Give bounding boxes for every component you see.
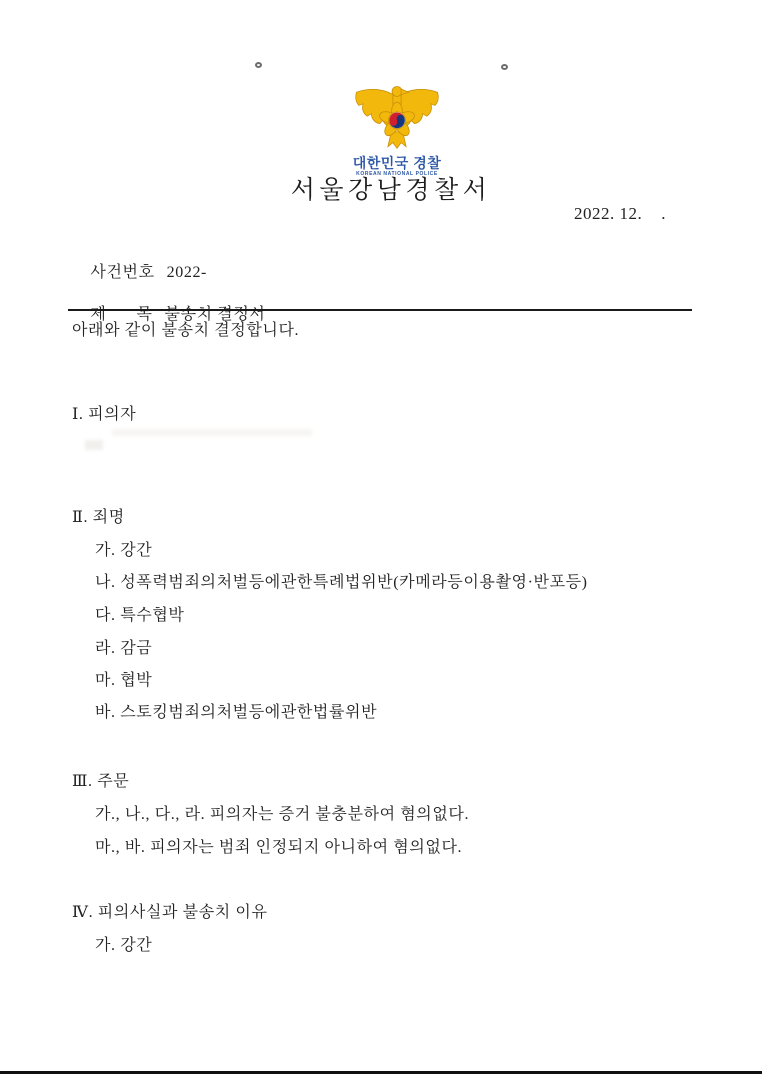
document-date: 2022. 12. . <box>574 204 666 223</box>
redacted-area <box>112 429 312 436</box>
page-title: 서울강남경찰서 <box>290 177 492 204</box>
punch-mark-right-icon <box>501 64 508 70</box>
page-bottom-edge <box>0 1071 762 1074</box>
charge-item: 나. 성폭력범죄의처벌등에관한특례법위반(카메라등이용촬영·반포등) <box>95 574 588 591</box>
knp-emblem <box>277 84 517 178</box>
disposition-item: 가., 나., 다., 라. 피의자는 증거 불충분하여 혐의없다. <box>95 806 470 823</box>
section-3-heading: Ⅲ. 주문 <box>72 773 130 790</box>
charge-item: 라. 감금 <box>95 640 153 657</box>
disposition-item: 마., 바. 피의자는 범죄 인정되지 아니하여 혐의없다. <box>95 839 463 856</box>
section-4-heading: Ⅳ. 피의사실과 불송치 이유 <box>72 904 268 921</box>
charge-item: 마. 협박 <box>95 672 153 689</box>
emblem-org-name-ko: 대한민국 경찰 <box>352 155 442 171</box>
doc-title-value: 불송치 결정서 <box>164 306 266 323</box>
doc-title-label-je: 제 <box>90 306 107 323</box>
police-eagle-icon <box>345 84 449 150</box>
punch-mark-left-icon <box>255 62 262 68</box>
section-2-heading: Ⅱ. 죄명 <box>72 509 125 526</box>
section-1-heading: Ⅰ. 피의자 <box>72 406 137 423</box>
charge-item: 다. 특수협박 <box>95 607 185 624</box>
case-number-value: 2022- <box>166 264 207 281</box>
charge-item: 바. 스토킹범죄의처벌등에관한법률위반 <box>95 704 378 721</box>
doc-title-label-mok: 목 <box>136 306 153 323</box>
case-number-label: 사건번호 <box>90 264 155 281</box>
title-divider <box>68 309 692 311</box>
charge-item: 가. 강간 <box>95 542 153 559</box>
reason-item: 가. 강간 <box>95 937 153 954</box>
intro-sentence: 아래와 같이 불송치 결정합니다. <box>72 322 300 339</box>
redacted-area <box>85 440 103 450</box>
emblem-org-name-en: KOREAN NATIONAL POLICE <box>356 171 438 177</box>
